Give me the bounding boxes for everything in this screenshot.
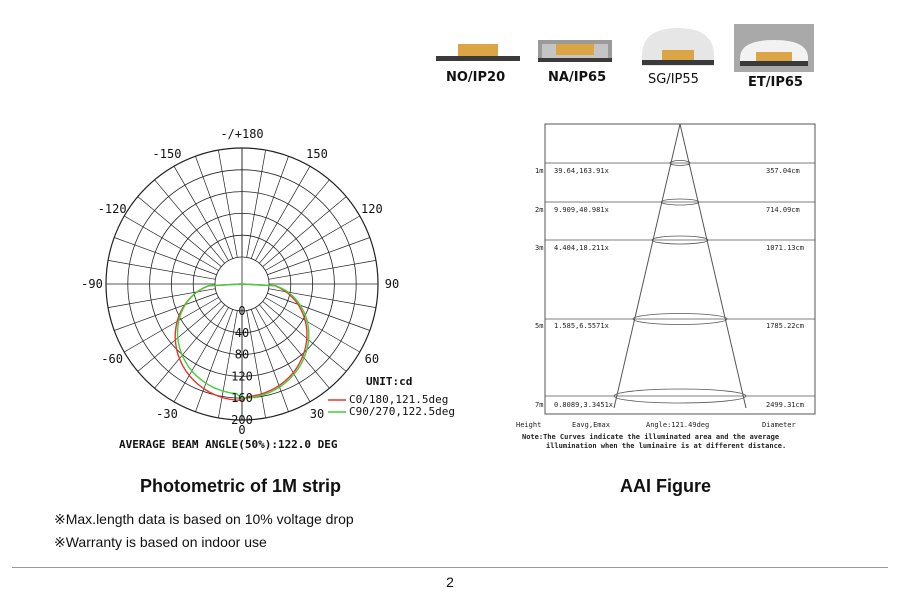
polar-radial-label: 160 — [231, 391, 253, 406]
polar-spoke — [138, 197, 221, 267]
aai-row-1m — [535, 161, 815, 176]
polar-spoke — [108, 289, 215, 308]
polar-angle-label: 60 — [364, 352, 380, 366]
aai-diameter-2m: 714.09cm — [766, 206, 800, 214]
polar-angle-label: -/+180 — [220, 127, 264, 141]
aai-footer-angle: Angle:121.49deg — [646, 421, 710, 429]
polar-spoke — [259, 305, 329, 388]
polar-spoke — [195, 309, 232, 411]
aai-cone-right — [680, 124, 746, 408]
polar-angle-label: 90 — [384, 277, 400, 291]
aai-diameter-1m: 357.04cm — [766, 167, 800, 175]
aai-note-line1: Note:The Curves indicate the illuminated area and the average — [522, 433, 780, 441]
polar-spoke — [267, 237, 369, 274]
strip-no-ip20-icon — [436, 42, 520, 62]
aai-row-7m — [535, 389, 815, 409]
aai-footer-height: Height — [516, 421, 542, 429]
polar-spoke — [251, 156, 288, 258]
aai-caption: AAI Figure — [620, 476, 712, 496]
polar-angle-label: -90 — [81, 277, 103, 291]
aai-figure — [510, 118, 830, 458]
page-number: 2 — [446, 574, 454, 590]
polar-spoke — [218, 150, 237, 257]
aai-note-line2: illumination when the luminaire is at different distance. — [546, 442, 787, 450]
note-warranty: ※Warranty is based on indoor use — [54, 534, 267, 550]
aai-diameter-3m: 1071.13cm — [766, 244, 804, 252]
aai-height-5m: 5m — [535, 322, 544, 330]
footer-divider — [12, 567, 888, 568]
polar-radial-label: 120 — [231, 369, 253, 384]
strip-na-ip65-icon — [538, 40, 612, 64]
polar-angle-label: 120 — [361, 202, 383, 216]
aai-values-5m: 1.585,6.5571x — [554, 322, 609, 330]
aai-height-2m: 2m — [535, 206, 544, 214]
ip-label-na-ip65: NA/IP65 — [548, 70, 607, 85]
aai-height-7m: 7m — [535, 401, 544, 409]
polar-spoke — [263, 197, 346, 267]
aai-height-1m: 1m — [535, 167, 544, 175]
polar-radial-label: 80 — [234, 347, 250, 362]
legend-label-c0: C0/180,121.5deg — [349, 393, 449, 406]
polar-spoke — [269, 260, 376, 279]
aai-row-3m — [535, 236, 815, 252]
polar-radial-label: 40 — [234, 325, 250, 340]
aai-diameter-7m: 2499.31cm — [766, 401, 804, 409]
photometric-caption: Photometric of 1M strip — [140, 476, 342, 496]
aai-values-2m: 9.909,40.981x — [554, 206, 609, 214]
aai-values-7m: 0.8089,3.3451x — [554, 401, 614, 409]
aai-footer-eavg: Eavg,Emax — [572, 421, 610, 429]
polar-spoke — [138, 301, 221, 371]
strip-et-ip65-icon — [734, 24, 814, 72]
polar-angle-label: -60 — [101, 352, 123, 366]
ip-label-et-ip65: ET/IP65 — [748, 75, 803, 90]
aai-footer-diameter: Diameter — [762, 421, 796, 429]
polar-spoke — [108, 260, 215, 279]
beam-angle-footer: AVERAGE BEAM ANGLE(50%):122.0 DEG — [119, 438, 338, 451]
polar-angle-label: 0 — [238, 423, 246, 437]
polar-spoke — [155, 180, 225, 263]
ip-type-row — [430, 20, 830, 100]
polar-spoke — [195, 156, 232, 258]
aai-diameter-5m: 1785.22cm — [766, 322, 804, 330]
ip-label-sg-ip55: SG/IP55 — [648, 72, 699, 87]
polar-radial-label: 0 — [238, 304, 246, 318]
polar-angle-label: 150 — [306, 147, 328, 162]
polar-spoke — [259, 180, 329, 263]
aai-row-5m — [535, 314, 815, 331]
polar-diagram — [70, 120, 470, 465]
polar-angle-label: -30 — [156, 406, 178, 421]
polar-angle-label: -150 — [152, 147, 182, 162]
aai-values-1m: 39.64,163.91x — [554, 167, 609, 175]
legend-label-c90: C90/270,122.5deg — [349, 405, 455, 418]
polar-angle-label: -120 — [97, 202, 127, 216]
aai-row-2m — [535, 199, 815, 214]
polar-spoke — [114, 293, 216, 330]
polar-angle-label: 30 — [309, 406, 325, 421]
polar-radial-label: 200 — [231, 413, 253, 427]
strip-sg-ip55-icon — [640, 26, 716, 70]
polar-spoke — [267, 293, 369, 330]
polar-spoke — [247, 150, 266, 257]
aai-cone-left — [614, 124, 680, 408]
unit-label: UNIT:cd — [366, 375, 413, 388]
aai-height-3m: 3m — [535, 244, 544, 252]
aai-values-3m: 4.404,18.211x — [554, 244, 609, 252]
polar-labels — [81, 127, 399, 437]
ip-label-no-ip20: NO/IP20 — [446, 70, 506, 85]
note-max-length: ※Max.length data is based on 10% voltage drop — [54, 511, 354, 527]
polar-spoke — [114, 237, 216, 274]
